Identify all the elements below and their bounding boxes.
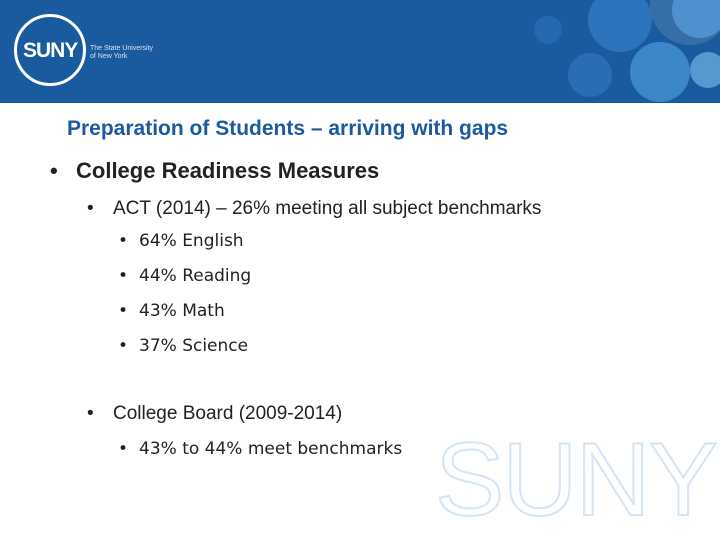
- logo-text: SUNY: [23, 39, 78, 62]
- logo-tagline-line2: of New York: [90, 53, 128, 60]
- bullet-glyph: •: [50, 158, 58, 183]
- bullet-glyph: •: [118, 231, 129, 251]
- bullet-college-board: [87, 403, 342, 425]
- act-item-math: [118, 301, 225, 321]
- bullet-glyph: •: [87, 403, 94, 424]
- cb-item-benchmarks: [118, 439, 402, 459]
- logo-tagline: [90, 45, 153, 61]
- suny-watermark: SUNY: [435, 422, 716, 538]
- bullet-text: 43% Math: [139, 301, 225, 321]
- act-item-reading: [118, 266, 251, 286]
- bullet-text: 37% Science: [139, 336, 249, 356]
- bullet-text: 44% Reading: [139, 266, 252, 286]
- bullet-glyph: •: [118, 266, 129, 286]
- act-item-science: [118, 336, 248, 356]
- bullet-college-readiness: [50, 158, 379, 184]
- logo-tagline-line1: The State University: [90, 45, 154, 52]
- bullet-act: [87, 198, 541, 220]
- bullet-glyph: •: [118, 439, 129, 459]
- bullet-glyph: •: [87, 198, 94, 219]
- slide-title: Preparation of Students – arriving with gaps: [67, 117, 509, 140]
- bullet-glyph: •: [118, 301, 129, 321]
- bullet-glyph: •: [118, 336, 129, 356]
- bullet-text: College Board (2009-2014): [113, 403, 343, 424]
- header-banner: [0, 0, 720, 103]
- bullet-text: ACT (2014) – 26% meeting all subject benchmarks: [113, 198, 542, 219]
- bullet-text: 64% English: [139, 231, 244, 251]
- bullet-text: College Readiness Measures: [76, 158, 380, 183]
- act-item-english: [118, 231, 244, 251]
- bullet-text: 43% to 44% meet benchmarks: [139, 439, 403, 459]
